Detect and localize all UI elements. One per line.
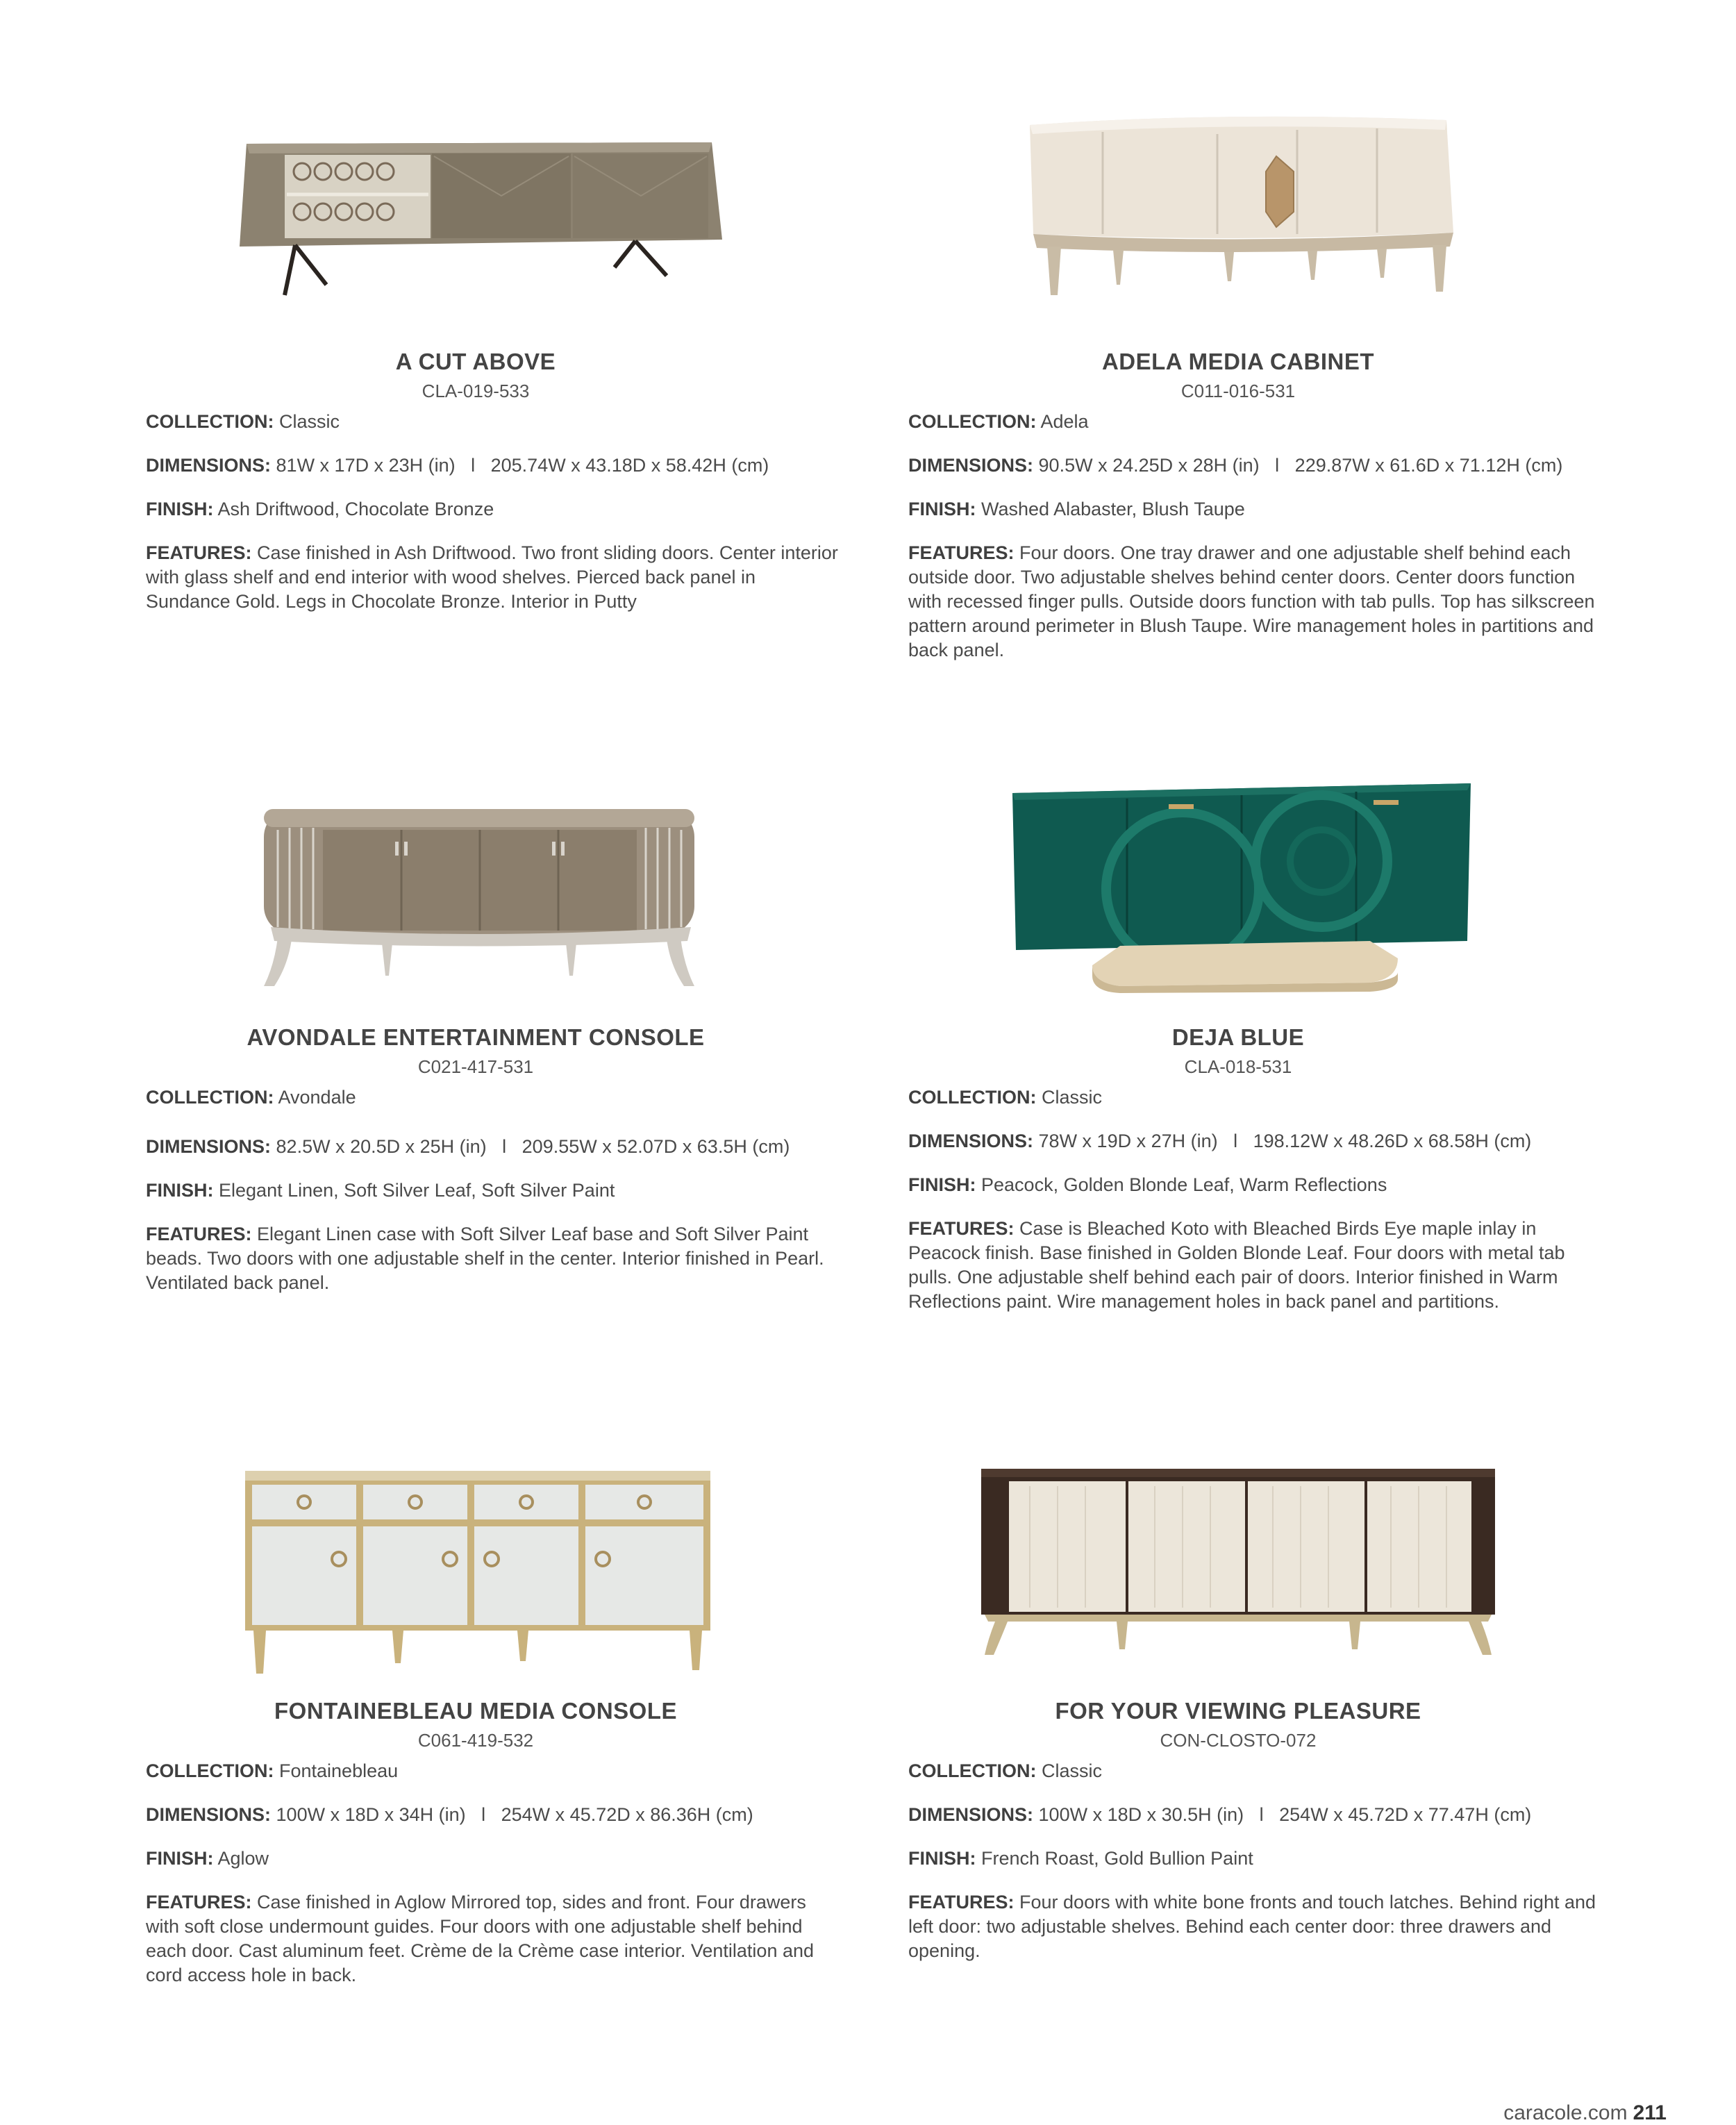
product-specs <box>908 410 1603 682</box>
finish-label: FINISH: <box>146 499 214 519</box>
product-image-adela-media-cabinet <box>891 108 1585 316</box>
dimensions-label: DIMENSIONS: <box>908 1131 1034 1151</box>
product-sku: C021-417-531 <box>417 1056 534 1077</box>
finish-line <box>146 1178 840 1203</box>
product-specs <box>146 410 840 633</box>
features-line <box>908 1217 1603 1314</box>
features-value: Elegant Linen case with Soft Silver Leaf base and Soft Silver Paint beads. Two doors with one adjustable shelf in the center. Interior finished in Pearl. Ventilated back panel. <box>146 1224 824 1293</box>
features-line <box>146 541 840 614</box>
collection-value: Classic <box>1042 1087 1103 1108</box>
product-sku: C061-419-532 <box>417 1730 534 1751</box>
product-image-deja-blue <box>891 764 1585 972</box>
features-value: Case finished in Ash Driftwood. Two front sliding doors. Center interior with glass shelf and end interior with wood shelves. Pierced back panel in Sundance Gold. Legs in Chocolate Bronze. Interior in Putty <box>146 542 838 612</box>
collection-line <box>908 1085 1603 1110</box>
collection-value: Fontainebleau <box>279 1760 399 1781</box>
product-image-a-cut-above <box>128 128 823 337</box>
dimensions-label: DIMENSIONS: <box>908 455 1034 476</box>
collection-line <box>146 1085 840 1110</box>
dimensions-label: DIMENSIONS: <box>146 1804 272 1825</box>
collection-line <box>146 410 840 434</box>
finish-value: Aglow <box>217 1848 269 1869</box>
dimensions-value: 78W x 19D x 27H (in) l 198.12W x 48.26D x 68.58H (cm) <box>1038 1131 1532 1151</box>
features-label: FEATURES: <box>146 1892 252 1912</box>
product-specs <box>908 1085 1603 1333</box>
product-specs <box>146 1759 840 2007</box>
product-sku: C011-016-531 <box>1180 381 1296 401</box>
finish-value: Ash Driftwood, Chocolate Bronze <box>217 499 494 519</box>
dimensions-line <box>908 1129 1603 1153</box>
product-sku: CLA-018-531 <box>1184 1056 1292 1077</box>
features-label: FEATURES: <box>908 542 1015 563</box>
features-label: FEATURES: <box>908 1218 1015 1239</box>
product-image-fontainebleau-media-console <box>128 1458 823 1667</box>
finish-line <box>908 497 1603 522</box>
collection-label: COLLECTION: <box>908 411 1037 432</box>
features-label: FEATURES: <box>908 1892 1015 1912</box>
product-title: AVONDALE ENTERTAINMENT CONSOLE <box>247 1024 705 1050</box>
finish-label: FINISH: <box>146 1180 214 1201</box>
dimensions-value: 81W x 17D x 23H (in) l 205.74W x 43.18D x 58.42H (cm) <box>276 455 769 476</box>
product-specs <box>146 1085 840 1315</box>
dimensions-label: DIMENSIONS: <box>146 1136 272 1157</box>
finish-label: FINISH: <box>908 1848 976 1869</box>
dimensions-line <box>908 1803 1603 1827</box>
collection-value: Classic <box>279 411 340 432</box>
collection-line <box>146 1759 840 1783</box>
finish-label: FINISH: <box>908 499 976 519</box>
collection-label: COLLECTION: <box>146 1760 274 1781</box>
dimensions-label: DIMENSIONS: <box>908 1804 1034 1825</box>
features-line <box>908 1890 1603 1963</box>
collection-line <box>908 1759 1603 1783</box>
collection-value: Avondale <box>278 1087 356 1108</box>
finish-label: FINISH: <box>908 1174 976 1195</box>
finish-line <box>146 497 840 522</box>
product-image-avondale-entertainment-console <box>128 785 823 993</box>
dimensions-line <box>146 453 840 478</box>
product-image-for-your-viewing-pleasure <box>891 1448 1585 1656</box>
finish-value: Washed Alabaster, Blush Taupe <box>981 499 1245 519</box>
collection-value: Classic <box>1042 1760 1103 1781</box>
features-value: Case is Bleached Koto with Bleached Birds Eye maple inlay in Peacock finish. Base finished in Golden Blonde Leaf. Four doors with metal tab pulls. One adjustable shelf behind each pair of doors. Interior finished in Warm Reflections paint. Wire management holes in back panel and partitions. <box>908 1218 1565 1312</box>
collection-label: COLLECTION: <box>146 1087 274 1108</box>
collection-label: COLLECTION: <box>146 411 274 432</box>
dimensions-value: 90.5W x 24.25D x 28H (in) l 229.87W x 61.6D x 71.12H (cm) <box>1038 455 1563 476</box>
collection-label: COLLECTION: <box>908 1087 1037 1108</box>
dimensions-line <box>908 453 1603 478</box>
features-value: Four doors with white bone fronts and touch latches. Behind right and left door: two adjustable shelves. Behind each center door: three drawers and opening. <box>908 1892 1596 1961</box>
collection-label: COLLECTION: <box>908 1760 1037 1781</box>
finish-line <box>146 1847 840 1871</box>
dimensions-value: 82.5W x 20.5D x 25H (in) l 209.55W x 52.07D x 63.5H (cm) <box>276 1136 790 1157</box>
collection-line <box>908 410 1603 434</box>
product-title: FOR YOUR VIEWING PLEASURE <box>1055 1698 1421 1724</box>
features-line <box>908 541 1603 662</box>
finish-label: FINISH: <box>146 1848 214 1869</box>
dimensions-value: 100W x 18D x 34H (in) l 254W x 45.72D x 86.36H (cm) <box>276 1804 753 1825</box>
features-line <box>146 1222 840 1295</box>
finish-value: Peacock, Golden Blonde Leaf, Warm Reflections <box>981 1174 1387 1195</box>
dimensions-value: 100W x 18D x 30.5H (in) l 254W x 45.72D x 77.47H (cm) <box>1038 1804 1532 1825</box>
product-title: DEJA BLUE <box>1171 1024 1305 1050</box>
features-line <box>146 1890 840 1988</box>
product-title: A CUT ABOVE <box>395 349 556 374</box>
product-title: ADELA MEDIA CABINET <box>1101 349 1375 374</box>
features-value: Case finished in Aglow Mirrored top, sides and front. Four drawers with soft close undermount guides. Four doors with one adjustable shelf behind each door. Cast aluminum feet. Crème de la Crème case interior. Ventilation and cord access hole in back. <box>146 1892 815 1985</box>
footer-site-link[interactable]: caracole.com <box>1503 2101 1628 2124</box>
dimensions-line <box>146 1129 840 1159</box>
finish-value: Elegant Linen, Soft Silver Leaf, Soft Silver Paint <box>219 1180 615 1201</box>
page-footer <box>1503 2101 1667 2125</box>
finish-line <box>908 1173 1603 1197</box>
page-number: 211 <box>1633 2101 1667 2124</box>
features-value: Four doors. One tray drawer and one adjustable shelf behind each outside door. Two adjustable shelves behind center doors. Center doors function with recessed finger pulls. Outside doors function with tab pulls. Top has silkscreen pattern around perimeter in Blush Taupe. Wire management holes in partitions and back panel. <box>908 542 1595 660</box>
dimensions-label: DIMENSIONS: <box>146 455 272 476</box>
features-label: FEATURES: <box>146 542 252 563</box>
collection-value: Adela <box>1040 411 1089 432</box>
product-specs <box>908 1759 1603 1983</box>
finish-value: French Roast, Gold Bullion Paint <box>981 1848 1253 1869</box>
product-title: FONTAINEBLEAU MEDIA CONSOLE <box>274 1698 677 1724</box>
features-label: FEATURES: <box>146 1224 252 1244</box>
dimensions-line <box>146 1803 840 1827</box>
product-sku: CLA-019-533 <box>422 381 530 401</box>
product-sku: CON-CLOSTO-072 <box>1160 1730 1317 1751</box>
finish-line <box>908 1847 1603 1871</box>
